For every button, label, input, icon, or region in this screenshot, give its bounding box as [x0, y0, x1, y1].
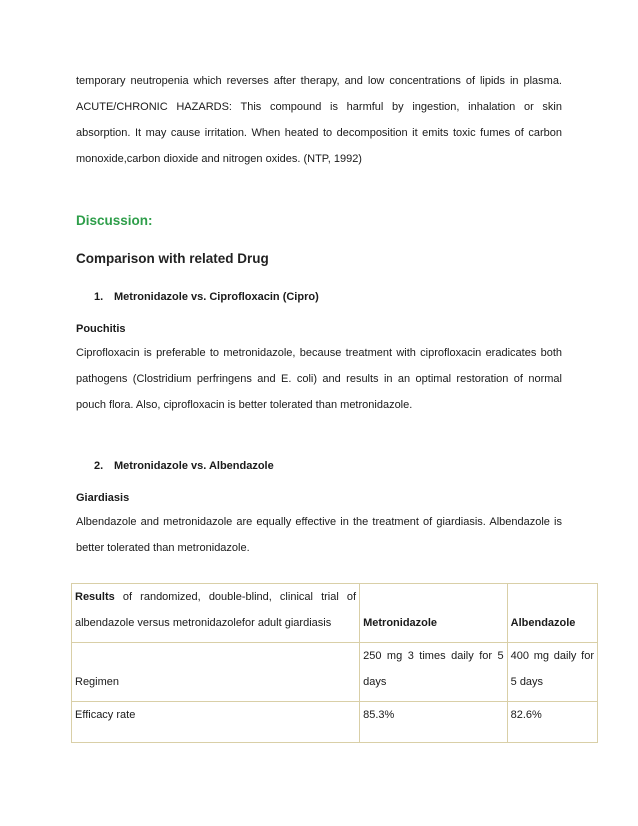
table-cell-label: Regimen	[72, 643, 360, 702]
section1-paragraph: Ciprofloxacin is preferable to metronidazole, because treatment with ciprofloxacin eradicates both pathogens (Clostridium perfringens and E. coli) and results in an optimal restoration of normal pouch flora. Also, ciprofloxacin is better tolerated than metronidazole.	[76, 347, 562, 411]
table-cell-albendazole: 82.6%	[507, 702, 597, 743]
table-cell-albendazole: 400 mg daily for 5 days	[507, 643, 597, 702]
table-cell-label: Efficacy rate	[72, 702, 360, 743]
section2-number: 2.	[94, 460, 104, 472]
results-table	[71, 583, 598, 743]
section1-title	[94, 291, 319, 303]
comparison-heading: Comparison with related Drug	[76, 251, 269, 266]
table-header-cell	[72, 584, 360, 643]
section2-label: Giardiasis	[76, 492, 130, 504]
header-bold: Results	[75, 591, 115, 603]
section2-paragraph: Albendazole and metronidazole are equally effective in the treatment of giardiasis. Albendazole is better tolerated than metronidazole.	[76, 516, 562, 554]
table-cell-metronidazole: 250 mg 3 times daily for 5 days	[360, 643, 508, 702]
header-rest: of randomized, double-blind, clinical trial of albendazole versus metronidazolefor adult giardiasis	[75, 591, 357, 629]
discussion-heading: Discussion:	[76, 213, 153, 228]
section2-title-text: Metronidazole vs. Albendazole	[114, 460, 274, 472]
table-cell-metronidazole: 85.3%	[360, 702, 508, 743]
table-row	[72, 643, 598, 702]
table-header-row	[72, 584, 598, 643]
section2-title	[94, 460, 274, 472]
table-header-metronidazole: Metronidazole	[360, 584, 508, 643]
table-header-albendazole: Albendazole	[507, 584, 597, 643]
section1-number: 1.	[94, 291, 104, 303]
section1-title-text: Metronidazole vs. Ciprofloxacin (Cipro)	[114, 291, 319, 303]
intro-paragraph: temporary neutropenia which reverses after therapy, and low concentrations of lipids in plasma. ACUTE/CHRONIC HAZARDS: This compound is harmful by ingestion, inhalation or skin absorption. It may cause irritation. When heated to decomposition it emits toxic fumes of carbon monoxide,carbon dioxide and nitrogen oxides. (NTP, 1992)	[76, 75, 562, 165]
section1-label: Pouchitis	[76, 323, 126, 335]
table-row	[72, 702, 598, 743]
